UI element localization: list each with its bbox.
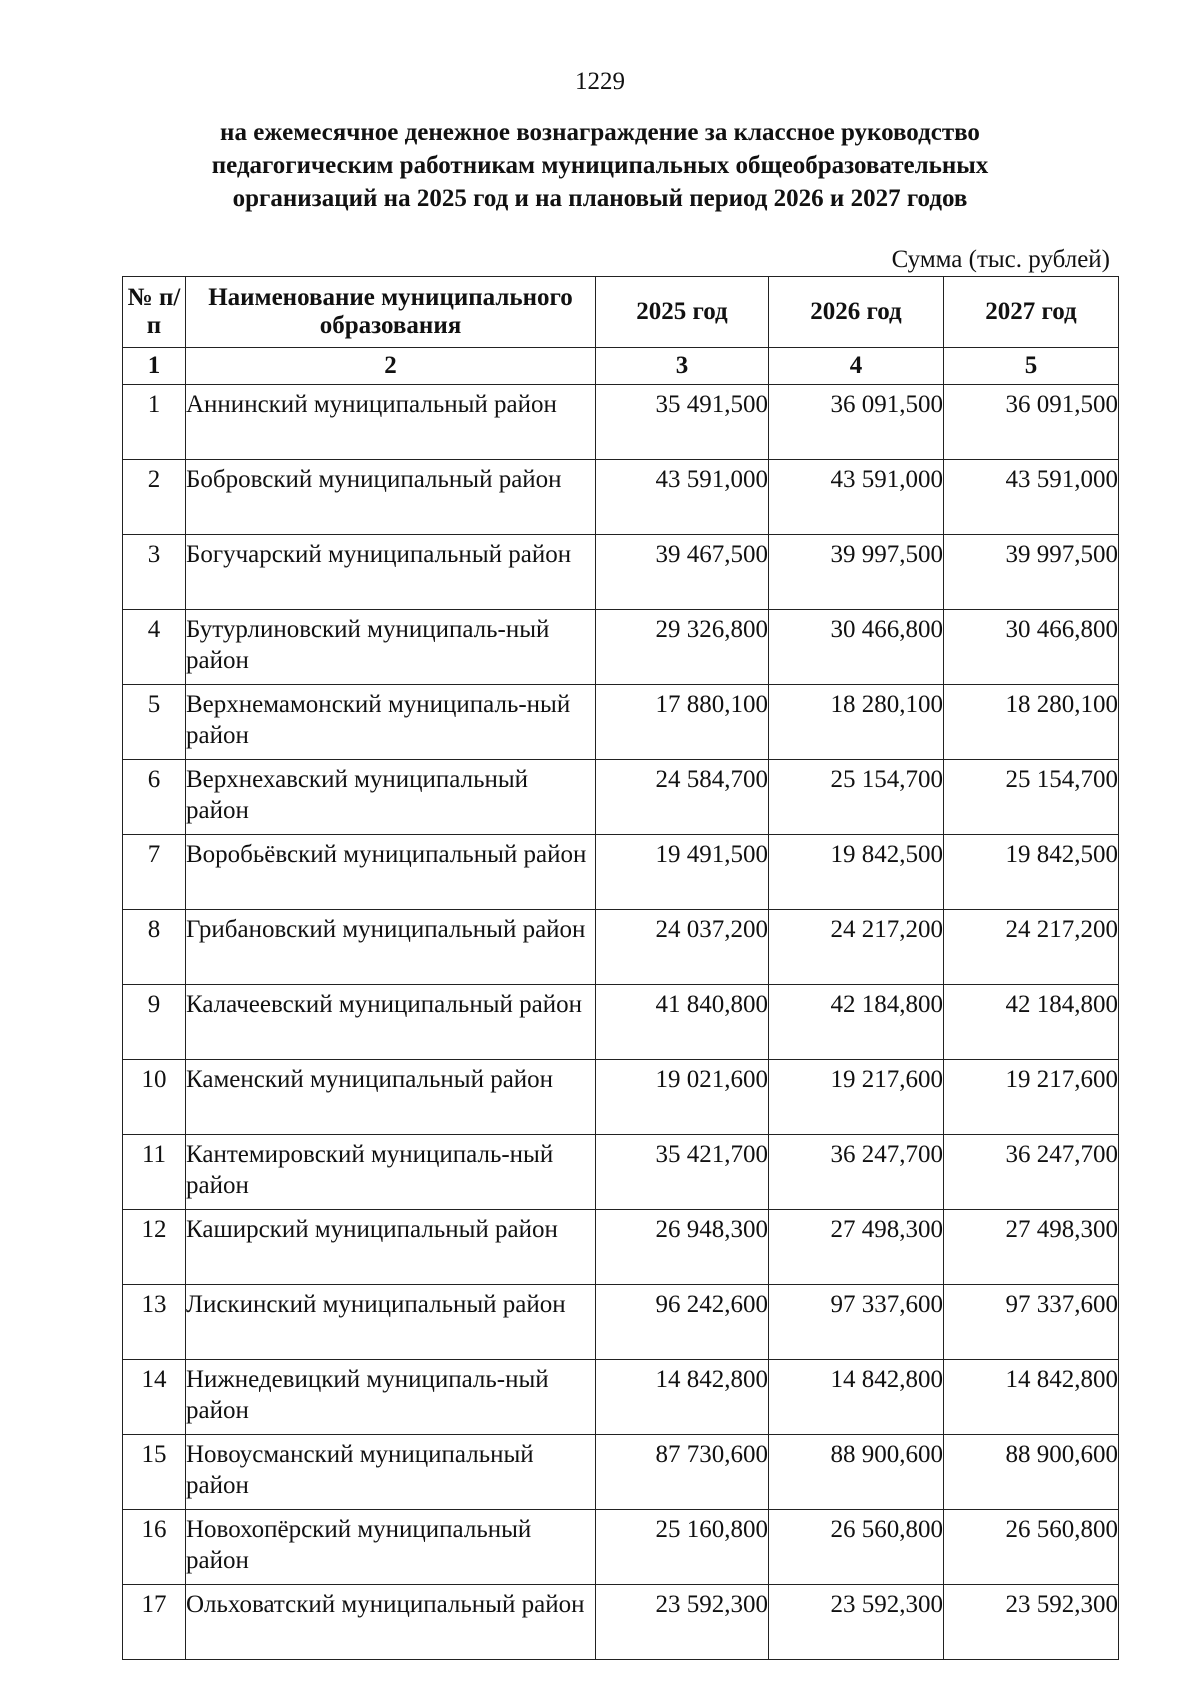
title-line: педагогическим работникам муниципальных общеобразовательных	[211, 152, 989, 179]
municipality-name: Верхнехавский муниципальный район	[186, 760, 596, 835]
table-row	[123, 535, 1119, 610]
amount-2025: 87 730,600	[596, 1435, 769, 1510]
amount-2026: 39 997,500	[769, 535, 944, 610]
title-line: на ежемесячное денежное вознаграждение за классное руководство	[220, 119, 980, 146]
title-line: организаций на 2025 год и на плановый период 2026 и 2027 годов	[232, 185, 968, 212]
municipality-name: Кантемировский муниципаль-ный район	[186, 1135, 596, 1210]
table-row	[123, 1060, 1119, 1135]
municipality-name: Бутурлиновский муниципаль-ный район	[186, 610, 596, 685]
row-number: 17	[123, 1585, 186, 1660]
row-number: 6	[123, 760, 186, 835]
municipality-name: Воробьёвский муниципальный район	[186, 835, 596, 910]
amount-2027: 19 842,500	[944, 835, 1119, 910]
table-row	[123, 1360, 1119, 1435]
amount-2025: 24 584,700	[596, 760, 769, 835]
amount-2026: 26 560,800	[769, 1510, 944, 1585]
table-row	[123, 835, 1119, 910]
row-number: 12	[123, 1210, 186, 1285]
row-number: 10	[123, 1060, 186, 1135]
row-number: 15	[123, 1435, 186, 1510]
table-row	[123, 1210, 1119, 1285]
table-body	[123, 385, 1119, 1660]
table-header-row	[123, 277, 1119, 348]
column-index: 2	[186, 348, 596, 385]
municipality-name: Богучарский муниципальный район	[186, 535, 596, 610]
row-number: 3	[123, 535, 186, 610]
municipality-name: Каменский муниципальный район	[186, 1060, 596, 1135]
amount-2026: 18 280,100	[769, 685, 944, 760]
column-index-row	[123, 348, 1119, 385]
amount-2025: 23 592,300	[596, 1585, 769, 1660]
amount-2026: 36 247,700	[769, 1135, 944, 1210]
amount-2027: 36 091,500	[944, 385, 1119, 460]
amount-2025: 41 840,800	[596, 985, 769, 1060]
row-number: 9	[123, 985, 186, 1060]
municipality-name: Нижнедевицкий муниципаль-ный район	[186, 1360, 596, 1435]
table-row	[123, 1135, 1119, 1210]
table-row	[123, 1435, 1119, 1510]
amount-2027: 27 498,300	[944, 1210, 1119, 1285]
amount-2025: 35 421,700	[596, 1135, 769, 1210]
document-title	[150, 116, 1050, 215]
amount-2027: 39 997,500	[944, 535, 1119, 610]
amount-2026: 42 184,800	[769, 985, 944, 1060]
table-row	[123, 1285, 1119, 1360]
row-number: 4	[123, 610, 186, 685]
budget-table	[122, 276, 1119, 1660]
header-2026: 2026 год	[769, 277, 944, 348]
row-number: 11	[123, 1135, 186, 1210]
column-index: 4	[769, 348, 944, 385]
amount-2025: 14 842,800	[596, 1360, 769, 1435]
amount-2026: 88 900,600	[769, 1435, 944, 1510]
municipality-name: Каширский муниципальный район	[186, 1210, 596, 1285]
amount-2027: 18 280,100	[944, 685, 1119, 760]
municipality-name: Новохопёрский муниципальный район	[186, 1510, 596, 1585]
amount-2026: 36 091,500	[769, 385, 944, 460]
municipality-name: Верхнемамонский муниципаль-ный район	[186, 685, 596, 760]
row-number: 5	[123, 685, 186, 760]
amount-2027: 42 184,800	[944, 985, 1119, 1060]
amount-2027: 30 466,800	[944, 610, 1119, 685]
amount-2027: 24 217,200	[944, 910, 1119, 985]
table-row	[123, 1510, 1119, 1585]
amount-2025: 35 491,500	[596, 385, 769, 460]
table-row	[123, 910, 1119, 985]
municipality-name: Грибановский муниципальный район	[186, 910, 596, 985]
municipality-name: Ольховатский муниципальный район	[186, 1585, 596, 1660]
amount-2026: 19 842,500	[769, 835, 944, 910]
amount-2026: 43 591,000	[769, 460, 944, 535]
row-number: 14	[123, 1360, 186, 1435]
amount-2027: 14 842,800	[944, 1360, 1119, 1435]
amount-2025: 29 326,800	[596, 610, 769, 685]
amount-2026: 19 217,600	[769, 1060, 944, 1135]
amount-2027: 25 154,700	[944, 760, 1119, 835]
amount-2026: 97 337,600	[769, 1285, 944, 1360]
amount-2027: 26 560,800	[944, 1510, 1119, 1585]
amount-2027: 97 337,600	[944, 1285, 1119, 1360]
row-number: 2	[123, 460, 186, 535]
row-number: 13	[123, 1285, 186, 1360]
row-number: 1	[123, 385, 186, 460]
table-row	[123, 610, 1119, 685]
units-note: Сумма (тыс. рублей)	[891, 246, 1110, 273]
amount-2025: 19 021,600	[596, 1060, 769, 1135]
amount-2025: 26 948,300	[596, 1210, 769, 1285]
amount-2026: 23 592,300	[769, 1585, 944, 1660]
municipality-name: Новоусманский муниципальный район	[186, 1435, 596, 1510]
municipality-name: Лискинский муниципальный район	[186, 1285, 596, 1360]
amount-2026: 25 154,700	[769, 760, 944, 835]
column-index: 3	[596, 348, 769, 385]
amount-2027: 43 591,000	[944, 460, 1119, 535]
municipality-name: Аннинский муниципальный район	[186, 385, 596, 460]
amount-2026: 14 842,800	[769, 1360, 944, 1435]
column-index: 1	[123, 348, 186, 385]
amount-2027: 88 900,600	[944, 1435, 1119, 1510]
amount-2025: 43 591,000	[596, 460, 769, 535]
row-number: 8	[123, 910, 186, 985]
amount-2025: 25 160,800	[596, 1510, 769, 1585]
amount-2027: 23 592,300	[944, 1585, 1119, 1660]
row-number: 7	[123, 835, 186, 910]
amount-2026: 30 466,800	[769, 610, 944, 685]
table-row	[123, 460, 1119, 535]
table-row	[123, 760, 1119, 835]
amount-2025: 39 467,500	[596, 535, 769, 610]
table-row	[123, 685, 1119, 760]
amount-2026: 24 217,200	[769, 910, 944, 985]
column-index: 5	[944, 348, 1119, 385]
amount-2025: 96 242,600	[596, 1285, 769, 1360]
table-row	[123, 385, 1119, 460]
header-name: Наименование муниципального образования	[186, 277, 596, 348]
header-2027: 2027 год	[944, 277, 1119, 348]
amount-2025: 17 880,100	[596, 685, 769, 760]
amount-2026: 27 498,300	[769, 1210, 944, 1285]
table-row	[123, 985, 1119, 1060]
amount-2027: 36 247,700	[944, 1135, 1119, 1210]
municipality-name: Калачеевский муниципальный район	[186, 985, 596, 1060]
municipality-name: Бобровский муниципальный район	[186, 460, 596, 535]
header-number: № п/п	[123, 277, 186, 348]
table-row	[123, 1585, 1119, 1660]
amount-2025: 24 037,200	[596, 910, 769, 985]
header-2025: 2025 год	[596, 277, 769, 348]
amount-2027: 19 217,600	[944, 1060, 1119, 1135]
amount-2025: 19 491,500	[596, 835, 769, 910]
page-number: 1229	[575, 68, 625, 95]
row-number: 16	[123, 1510, 186, 1585]
